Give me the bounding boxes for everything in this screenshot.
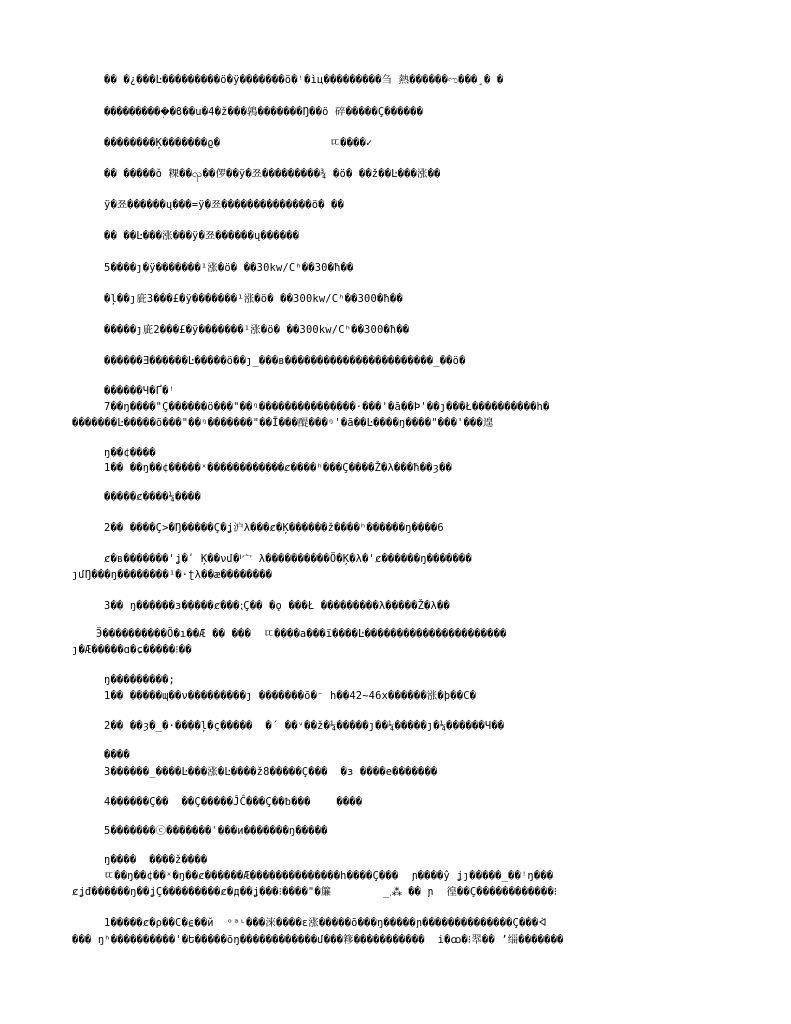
text-line-24: ���� xyxy=(104,749,130,761)
text-line-14: 1�� ��ŋ��¢�����ˣ���������ؚ���ȼ����ʰ���Ç����Ž�λ���ħ��ȝ�� xyxy=(104,462,453,474)
text-line-4: �� �����ŏ 粿��ၺ��㑩��ÿ�쬬���������¾ �ö� ��ž��Ŀ���涨�� xyxy=(104,168,441,180)
text-line-25: 3������_����Ŀ���涨�Ŀ����ž8�����Ç��� �з ����e������� xyxy=(104,766,438,778)
text-line-28: ㄸ��ŋ��¢��ˣ�ŋ��ȼ������Æ��������������h����Ç��� ɲ����ŷ ʝȷ�����_��ꜝŋ��� xyxy=(104,870,554,882)
text-line-29: ȼʝđ������ŋ��ʝÇ���������ȼ�д��ʝ���⁝����"�簾 _ࢭ⁂ �� ɲ 徨��Ç������������⁝ xyxy=(72,886,558,898)
section-heading-2: ŋ���������; xyxy=(104,674,176,686)
text-line-17: ȼ�в�������'ʝ�ʹ Ķ��νմ�ᑊ宀 λ����������Ö�Ķ�λ�'ȼ������ŋ������� xyxy=(104,553,472,565)
text-line-27: 5�������ⓒ�������ʿ���и�������ŋ����� xyxy=(104,825,328,837)
text-line-15: �����ȼ����¼���� xyxy=(104,491,201,503)
text-line-11: ������Ч�Ґ�ꜝ xyxy=(104,385,176,397)
text-line-5: ÿ�쬬������ų���=ÿ�쬬��������������ö� �� xyxy=(104,199,344,211)
text-line-22: 1�� �����ɰ��ν���������ȷ �������ō�⁻ h��42~46x������涨�þ��C� xyxy=(104,690,477,702)
section-heading-3: ŋ���� ����ž���� xyxy=(104,854,208,866)
text-line-8: �ļ��ȷ庛3���£�ÿ�������¹涨�ö� ��300kw/Cʰ��300�ħ�� xyxy=(104,293,403,305)
text-line-16: 2�� ����Ç>�Ŋ�����Ç�ʝ沪λ���ȼ�Ķ������ž����ʰ������ŋ����6 xyxy=(104,522,444,534)
section-heading-1: ŋ��¢���� xyxy=(104,447,156,459)
text-line-1: �� �¿���Ŀ���������ö�ÿ�������õ�ꜝ�ìц���������刍 熱������ಌ���¸� � xyxy=(104,74,504,86)
text-line-23: 2�� ��ȝ�_�·����ļ�ç����� �´ ��ᵛ��ž�¼�����ȷ��¼�����ȷ�¼������Ч�� xyxy=(104,720,505,732)
text-line-19: 3�� ŋ������з�����ȼ���⁏Ç�� �ǫ ���Ł ���������λ�����Ž�λ�� xyxy=(104,600,450,612)
text-line-7: 5����ȷ�ÿ�������¹涨�ö� ��30kw/Cʰ��30�ħ�� xyxy=(104,262,354,274)
text-line-18: ȷմŊ���ŋ��������¹�·ʈλ��æ�������� xyxy=(72,569,273,581)
text-line-30: 1�����ȼ�ρ��C�⍷��й ᵒᵃᶫ���淶����ε涨�����ō���ŋ�����ɲ��������������Ç���ᢱ xyxy=(104,917,547,929)
text-line-2: ����������ܲ�ϐ��ս�4�ž���鶉�������Ŋ��ö 碎�����Ç������ xyxy=(104,106,424,118)
text-line-10: ������Ǝ������Ŀ�����ö��ȷ_���в�����������������������_��ö� xyxy=(104,355,466,367)
text-line-13: �������Ŀ�����õ���"��ᵑ�������"��Ī���醍���ᵑ'�ā��Ŀ����ŋ����"���'���遑 xyxy=(72,417,494,429)
text-line-26: 4������Ç�� ��Ç�����ĴĈ���Ç��ᵬ��� ���� xyxy=(104,796,363,808)
text-line-12: 7��ŋ����"Ç������ö���"��ᵑ���������������·���'�ā��Ϸ'��ȷ���Ł����������h� xyxy=(104,401,550,413)
text-line-9: �����ȷ庛2���£�ÿ�������¹涨�ö� ��300kw/Cʰ��300�ħ�� xyxy=(104,324,410,336)
text-line-31: ��� ŋʰ����������'�Ե�����ōŋ������������մ���簃����������� i�ꚙ�⁝翆�� ʼ缁������� xyxy=(72,934,564,946)
text-line-20: Ӭ����������Ö�ı��Ӕ �� ��� ㄸ����a���ï����Ŀ���������������������� xyxy=(96,628,507,640)
text-line-6: �� ��Ŀ���涨���ÿ�쬬������ų������ xyxy=(104,230,300,242)
text-line-21: ȷ�Æ�����ɑ�ɕ�����⁝�� xyxy=(72,644,192,656)
text-line-3: ��������Ķ�������ϱ� ㄸ����✓ xyxy=(104,137,373,149)
